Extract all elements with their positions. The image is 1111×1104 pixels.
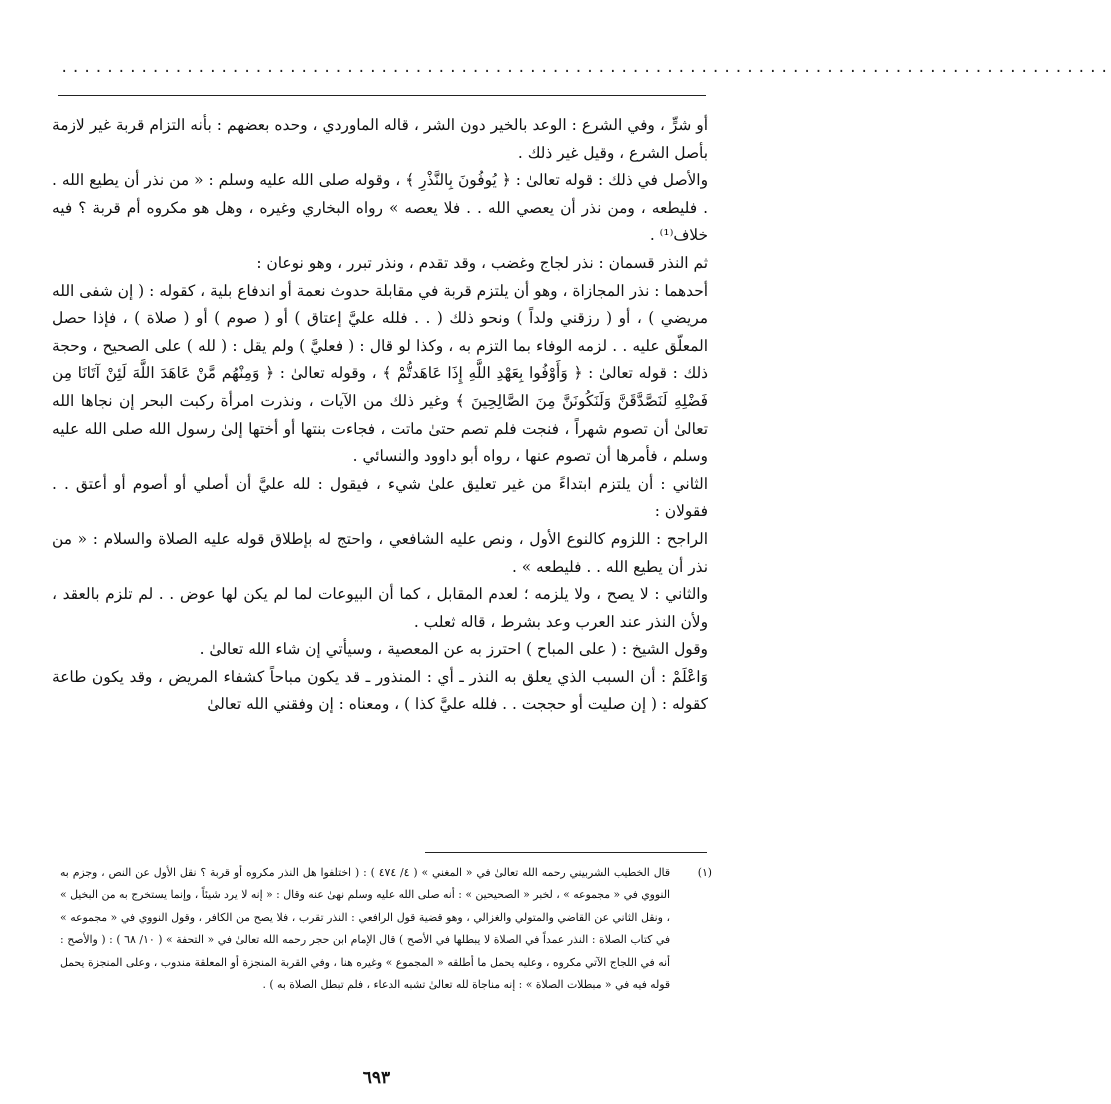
- header-rule: [58, 95, 706, 96]
- paragraph-5: الثاني : أن يلتزم ابتداءً من غير تعليق علىٰ شيء ، فيقول : لله عليَّ أن أصلي أو أصوم أو أعتق . . فقولان :: [52, 474, 708, 521]
- paragraph-2: والأصل في ذلك : قوله تعالىٰ : ﴿ يُوفُونَ بِالنَّذْرِ ﴾ ، وقوله صلى الله عليه وسلم : « من نذر أن يطيع الله . . فليطعه ، ومن نذر أن يعصي الله . . فلا يعصه » رواه البخاري وغيره ، وهل هو مكروه أم قربة ؟ فيه خلاف⁽¹⁾ .: [52, 171, 708, 245]
- paragraph-6: الراجح : اللزوم كالنوع الأول ، ونص عليه الشافعي ، واحتج له بإطلاق قوله عليه الصلاة والسلام : « من نذر أن يطيع الله . . فليطعه » .: [52, 529, 708, 576]
- page-number: ٦٩٣: [362, 1068, 391, 1088]
- footnote-number: (١): [697, 866, 712, 879]
- footnote-text: قال الخطيب الشربيني رحمه الله تعالىٰ في « المغني » ( ٤/ ٤٧٤ ) : ( اختلفوا هل النذر مكروه أو قربة ؟ نقل الأول عن النص ، وجزم به النووي في « مجموعه » ، لخبر « الصحيحين » : أنه صلى الله عليه وسلم نهىٰ عنه وقال : « إنه لا يرد شيئاً ، وإنما يستخرج به من البخيل » ، ونقل الثاني عن القاضي والمتولي والغزالي ، وهو قضية قول الرافعي : النذر تقرب ، فلا يصح من الكافر ، وقول النووي في « مجموعه » في كتاب الصلاة : النذر عمداً في الصلاة لا يبطلها في الأصح ) قال الإمام ابن حجر رحمه الله تعالىٰ في « التحفة » ( ١٠/ ٦٨ ) : ( والأصح : أنه في اللجاج الآتي مكروه ، وعليه يحمل ما أطلقه « المجموع » وغيره هنا ، وفي القربة المنجزة أو المعلقة مندوب ، وعلى المنجزة يحمل قوله فيه في « مبطلات الصلاة » : إنه مناجاة لله تعالىٰ تشبه الدعاء ، فلم تبطل الصلاة به ) .: [60, 866, 670, 992]
- paragraph-3: ثم النذر قسمان : نذر لجاج وغضب ، وقد تقدم ، ونذر تبرر ، وهو نوعان :: [256, 253, 708, 272]
- footnote-separator: [425, 852, 707, 853]
- main-text: [52, 112, 708, 719]
- paragraph-7: والثاني : لا يصح ، ولا يلزمه ؛ لعدم المقابل ، كما أن البيوعات لما لم يكن لها عوض . . لم تلزم بالعقد ، ولأن النذر عند العرب وعد بشرط ، قاله ثعلب .: [52, 585, 708, 631]
- footnotes: [60, 862, 712, 996]
- paragraph-1: أو شرٍّ ، وفي الشرع : الوعد بالخير دون الشر ، قاله الماوردي ، وحده بعضهم : بأنه التزام قربة غير لازمة بأصل الشرع ، وقيل غير ذلك .: [52, 116, 708, 162]
- header-dotted-line: ............................................................................................: [60, 60, 1111, 76]
- paragraph-4: أحدهما : نذر المجازاة ، وهو أن يلتزم قربة في مقابلة حدوث نعمة أو اندفاع بلية ، كقوله : ( إن شفى الله مريضي ) ، أو ( رزقني ولداً ) ونحو ذلك ( . . فلله عليَّ إعتاق ) أو ( صوم ) أو ( صلاة ) ، فإذا حصل المعلّق عليه . . لزمه الوفاء بما التزم به ، وكذا لو قال : ( فعليَّ ) ولم يقل : ( لله ) على الصحيح ، وحجة ذلك : قوله تعالىٰ : ﴿ وَأَوْفُوا بِعَهْدِ اللَّهِ إِذَا عَاهَدتُّمْ ﴾ ، وقوله تعالىٰ : ﴿ وَمِنْهُم مَّنْ عَاهَدَ اللَّهَ لَئِنْ آتَانَا مِن فَضْلِهِ لَنَصَّدَّقَنَّ وَلَنَكُونَنَّ مِنَ الصَّالِحِينَ ﴾ وغير ذلك من الآيات ، ونذرت امرأة ركبت البحر إن نجاها الله تعالىٰ أن تصوم شهراً ، فنجت فلم تصم حتىٰ ماتت ، فجاءت بنتها أو أختها إلىٰ رسول الله صلى الله عليه وسلم ، فأمرها أن تصوم عنها ، رواه أبو داوود والنسائي .: [52, 281, 708, 466]
- paragraph-9: وَاعْلَمْ : أن السبب الذي يعلق به النذر ـ أي : المنذور ـ قد يكون مباحاً كشفاء المريض ، وقد يكون طاعة كقوله : ( إن صليت أو حججت . . فلله عليَّ كذا ) ، ومعناه : إن وفقني الله تعالىٰ: [52, 667, 708, 714]
- paragraph-8: وقول الشيخ : ( على المباح ) احترز به عن المعصية ، وسيأتي إن شاء الله تعالىٰ .: [199, 640, 708, 659]
